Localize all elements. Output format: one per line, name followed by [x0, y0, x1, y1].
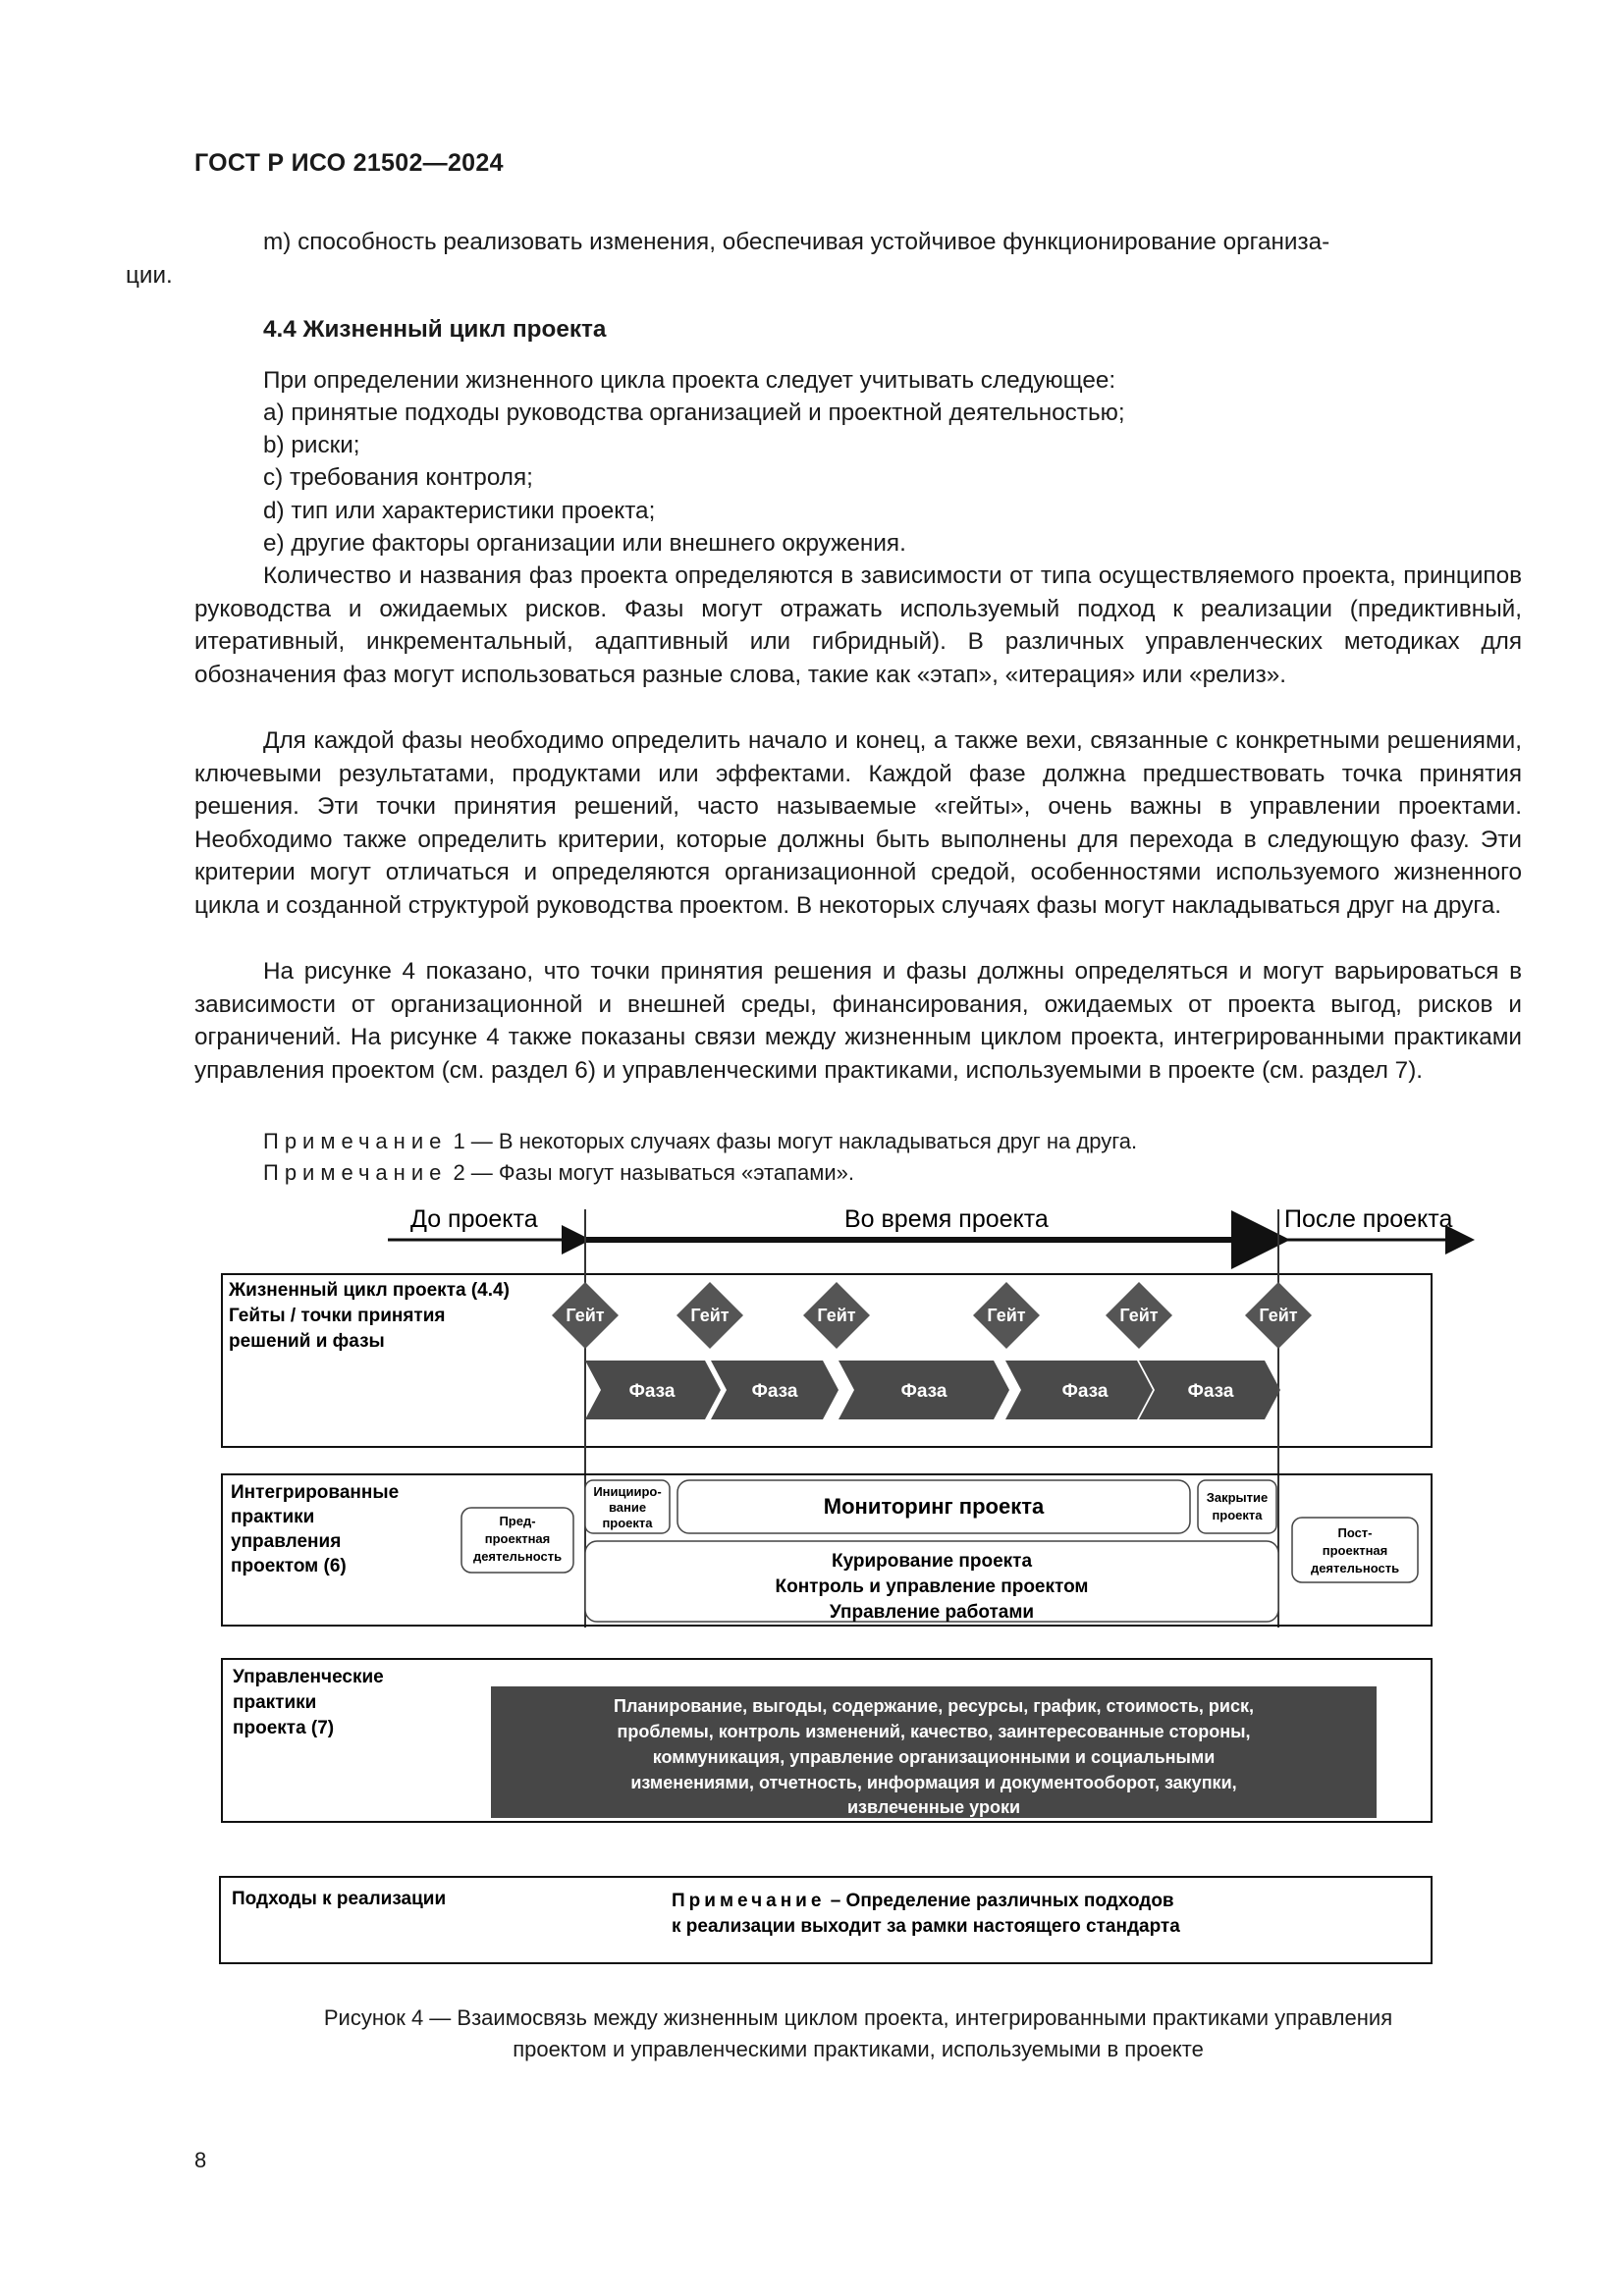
note-label: Примечание — [263, 1129, 448, 1153]
approaches-note-line2: к реализации выходит за рамки настоящего стандарта — [672, 1916, 1180, 1937]
list-item: d) тип или характеристики проекта; — [263, 498, 656, 524]
gate-label: Гейт — [1259, 1306, 1298, 1325]
note-label: Примечание — [263, 1160, 448, 1185]
phase-label: Фаза — [1061, 1381, 1109, 1402]
integrated-title: проектом (6) — [231, 1556, 347, 1576]
management-practices-text: изменениями, отчетность, информация и документооборот, закупки, — [630, 1773, 1237, 1792]
monitoring-label: Мониторинг проекта — [823, 1494, 1045, 1519]
post-project-label: Пост- — [1337, 1525, 1373, 1540]
governance-label: Управление работами — [829, 1602, 1035, 1623]
pre-project-label: Пред- — [499, 1514, 536, 1528]
integrated-title: управления — [231, 1531, 342, 1552]
approaches-note-label: Примечание — [672, 1891, 826, 1911]
governance-label: Контроль и управление проектом — [775, 1576, 1089, 1597]
post-project-label: деятельность — [1310, 1561, 1400, 1575]
lifecycle-sub2: решений и фазы — [229, 1331, 385, 1352]
management-practices-text: Планирование, выгоды, содержание, ресурсы, график, стоимость, риск, — [614, 1696, 1254, 1716]
list-item: b) риски; — [263, 432, 360, 458]
section-heading: 4.4 Жизненный цикл проекта — [263, 316, 607, 343]
closure-label: проекта — [1212, 1508, 1263, 1522]
pre-project-label: проектная — [484, 1531, 551, 1546]
lifecycle-sub1: Гейты / точки принятия — [229, 1306, 446, 1326]
paragraph: На рисунке 4 показано, что точки принятия решения и фазы должны определяться и могут варьироваться в зависимости от организационной и внешней среды, финансирования, ожидаемых от проекта выгод, рисков и ограничений. На рисунке 4 также показаны связи между жизненным циклом проекта, интегрированными практиками управления проектом (см. раздел 6) и управленческими практиками, используемыми в проекте (см. раздел 7). — [194, 958, 1522, 1084]
approaches-note-rest: – Определение различных подходов — [825, 1891, 1174, 1911]
caption-line1: Рисунок 4 — Взаимосвязь между жизненным циклом проекта, интегрированными практиками управления — [323, 2005, 1393, 2030]
closure-label: Закрытие — [1206, 1490, 1269, 1505]
integrated-title: практики — [231, 1507, 315, 1527]
phase-label: Фаза — [628, 1381, 676, 1402]
phase-label: Фаза — [900, 1381, 947, 1402]
timeline-during: Во время проекта — [844, 1205, 1049, 1233]
intro-text: При определении жизненного цикла проекта следует учитывать следующее: — [263, 367, 1116, 394]
gates — [552, 1282, 1312, 1349]
initiation-label: проекта — [602, 1516, 653, 1530]
closure-box — [1198, 1480, 1276, 1533]
initiation-label: вание — [608, 1500, 647, 1515]
item-m-line1: m) способность реализовать изменения, обеспечивая устойчивое функционирование организа- — [263, 229, 1330, 255]
note-text: 2 — Фазы могут называться «этапами». — [447, 1160, 854, 1185]
management-practices-text: извлеченные уроки — [846, 1797, 1021, 1817]
gate-label: Гейт — [987, 1306, 1026, 1325]
figure-caption — [194, 2002, 1522, 2065]
management-title: Управленческие — [233, 1667, 384, 1687]
timeline-after: После проекта — [1284, 1205, 1453, 1233]
gate-label: Гейт — [566, 1306, 605, 1325]
initiation-label: Иницииро- — [593, 1484, 662, 1499]
approaches-note — [672, 1891, 1174, 1911]
pre-project-label: деятельность — [472, 1549, 563, 1564]
document-header: ГОСТ Р ИСО 21502—2024 — [194, 149, 504, 177]
management-practices-text: коммуникация, управление организационными и социальными — [652, 1747, 1216, 1767]
gate-label: Гейт — [817, 1306, 856, 1325]
paragraph: Для каждой фазы необходимо определить начало и конец, а также вехи, связанные с конкретными решениями, ключевыми результатами, продуктами или эффектами. Каждой фазе должна предшествовать точка принятия решения. Эти точки принятия решений, часто называемые «гейты», очень важны в управлении проектами. Необходимо также определить критерии, которые должны быть выполнены для перехода в следующую фазу. Эти критерии могут отличаться и определяются организационной средой, особенностями используемого жизненного цикла и созданной структурой руководства проектом. В некоторых случаях фазы могут накладываться друг на друга. — [194, 727, 1522, 919]
management-title: практики — [233, 1692, 317, 1713]
list-item: e) другие факторы организации или внешнего окружения. — [263, 530, 906, 557]
phase-label: Фаза — [1187, 1381, 1234, 1402]
phase-chevrons — [585, 1361, 1280, 1419]
note-text: 1 — В некоторых случаях фазы могут накладываться друг на друга. — [447, 1129, 1138, 1153]
page-number: 8 — [194, 2148, 207, 2172]
gate-label: Гейт — [1119, 1306, 1159, 1325]
paragraph: Количество и названия фаз проекта определяются в зависимости от типа осуществляемого проекта, принципов руководства и ожидаемых рисков. Фазы могут отражать используемый подход к реализации (предиктивный, итеративный, инкрементальный, адаптивный или гибридный). В различных управленческих методиках для обозначения фаз могут использоваться разные слова, такие как «этап», «итерация» или «релиз». — [194, 562, 1522, 688]
governance-label: Курирование проекта — [831, 1551, 1033, 1572]
list-item: a) принятые подходы руководства организацией и проектной деятельностью; — [263, 400, 1125, 426]
management-practices-text: проблемы, контроль изменений, качество, заинтересованные стороны, — [617, 1722, 1251, 1741]
integrated-title: Интегрированные — [231, 1482, 400, 1503]
phase-label: Фаза — [751, 1381, 798, 1402]
timeline-before: До проекта — [410, 1205, 538, 1233]
gate-label: Гейт — [690, 1306, 730, 1325]
list-item: c) требования контроля; — [263, 464, 533, 491]
management-title: проекта (7) — [233, 1718, 335, 1738]
caption-line2: проектом и управленческими практиками, используемыми в проекте — [513, 2037, 1204, 2061]
lifecycle-title: Жизненный цикл проекта (4.4) — [229, 1280, 510, 1301]
post-project-label: проектная — [1322, 1543, 1388, 1558]
item-m-line2: ции. — [126, 261, 173, 289]
approaches-title: Подходы к реализации — [232, 1889, 447, 1909]
